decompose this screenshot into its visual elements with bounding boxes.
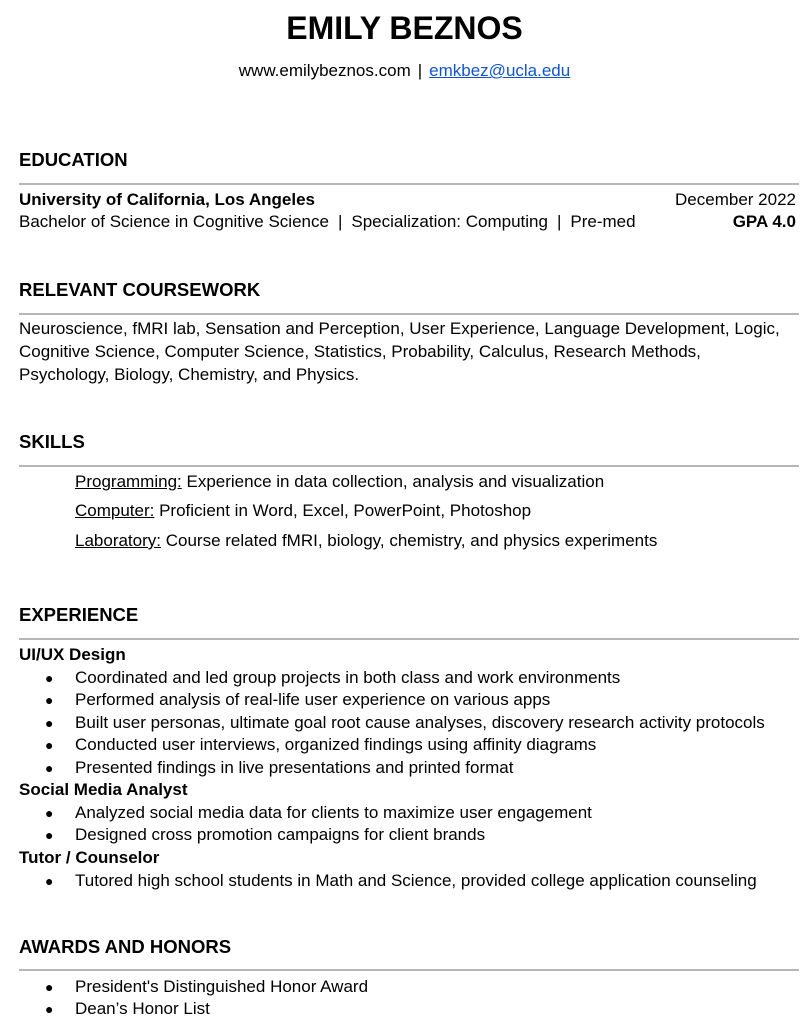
- list-item: [45, 823, 485, 847]
- skill-text: Proficient in Word, Excel, PowerPoint, Photoshop: [154, 501, 532, 520]
- education-heading: EDUCATION: [19, 149, 128, 170]
- list-item: [45, 756, 513, 780]
- track: Pre-med: [570, 212, 636, 231]
- bullet-icon: ●: [45, 805, 54, 821]
- skill-label: Laboratory:: [75, 531, 161, 550]
- bullet-text: Presented findings in live presentations and printed format: [75, 758, 514, 777]
- bullet-text: Designed cross promotion campaigns for client brands: [75, 825, 486, 844]
- bullet-text: Built user personas, ultimate goal root cause analyses, discovery research activity protocols: [75, 713, 765, 732]
- school-name: University of California, Los Angeles: [19, 190, 315, 209]
- skills-heading: SKILLS: [19, 431, 85, 452]
- resume-name: EMILY BEZNOS: [286, 10, 523, 46]
- contact-line: [0, 59, 809, 83]
- website-text: www.emilybeznos.com: [238, 61, 411, 80]
- skill-label: Programming:: [75, 472, 182, 491]
- experience-divider: [19, 638, 799, 640]
- bullet-icon: ●: [45, 692, 54, 708]
- skill-text: Course related fMRI, biology, chemistry, and physics experiments: [161, 531, 658, 550]
- bullet-text: Tutored high school students in Math and Science, provided college application counseling: [75, 871, 757, 890]
- bullet-text: Coordinated and led group projects in both class and work environments: [75, 668, 621, 687]
- skill-item: [75, 529, 657, 552]
- skill-text: Experience in data collection, analysis and visualization: [181, 472, 605, 491]
- coursework-line: Psychology, Biology, Chemistry, and Physics.: [19, 365, 360, 384]
- education-divider: [19, 183, 799, 185]
- bullet-icon: ●: [45, 670, 54, 686]
- bullet-text: Performed analysis of real-life user experience on various apps: [75, 690, 551, 709]
- role-title: UI/UX Design: [19, 645, 126, 664]
- degree-separator: |: [556, 212, 562, 231]
- coursework-heading: RELEVANT COURSEWORK: [19, 279, 261, 300]
- skill-label: Computer:: [75, 501, 155, 520]
- list-item: [45, 975, 368, 999]
- role-title: Social Media Analyst: [19, 780, 188, 799]
- bullet-text: Analyzed social media data for clients to maximize user engagement: [75, 803, 592, 822]
- list-item: [45, 688, 550, 712]
- degree-line: [19, 210, 636, 233]
- bullet-icon: ●: [45, 827, 54, 843]
- contact-separator: |: [417, 61, 423, 80]
- bullet-icon: ●: [45, 873, 54, 889]
- bullet-text: President's Distinguished Honor Award: [75, 977, 369, 996]
- coursework-line: Cognitive Science, Computer Science, Statistics, Probability, Calculus, Research Methods,: [19, 342, 701, 361]
- coursework-line: Neuroscience, fMRI lab, Sensation and Perception, User Experience, Language Development, Logic,: [19, 319, 780, 338]
- awards-heading: AWARDS AND HONORS: [19, 936, 232, 957]
- coursework-divider: [19, 313, 799, 315]
- bullet-text: Conducted user interviews, organized findings using affinity diagrams: [75, 735, 597, 754]
- skill-item: [75, 499, 531, 522]
- specialization: Specialization: Computing: [351, 212, 548, 231]
- list-item: [45, 733, 596, 757]
- email-link[interactable]: emkbez@ucla.edu: [429, 61, 571, 80]
- list-item: [45, 711, 765, 735]
- degree-separator: |: [337, 212, 343, 231]
- bullet-icon: ●: [45, 979, 54, 995]
- list-item: [45, 869, 757, 893]
- skills-divider: [19, 465, 799, 467]
- bullet-icon: ●: [45, 1001, 54, 1017]
- list-item: [45, 666, 620, 690]
- awards-divider: [19, 969, 799, 971]
- list-item: [45, 997, 210, 1021]
- experience-heading: EXPERIENCE: [19, 604, 139, 625]
- role-title: Tutor / Counselor: [19, 848, 160, 867]
- bullet-icon: ●: [45, 737, 54, 753]
- bullet-icon: ●: [45, 760, 54, 776]
- skill-item: [75, 470, 604, 493]
- bullet-icon: ●: [45, 715, 54, 731]
- bullet-text: Dean’s Honor List: [75, 999, 210, 1018]
- list-item: [45, 801, 592, 825]
- gpa: GPA 4.0: [732, 212, 796, 231]
- graduation-date: December 2022: [675, 190, 796, 209]
- degree-name: Bachelor of Science in Cognitive Science: [19, 212, 329, 231]
